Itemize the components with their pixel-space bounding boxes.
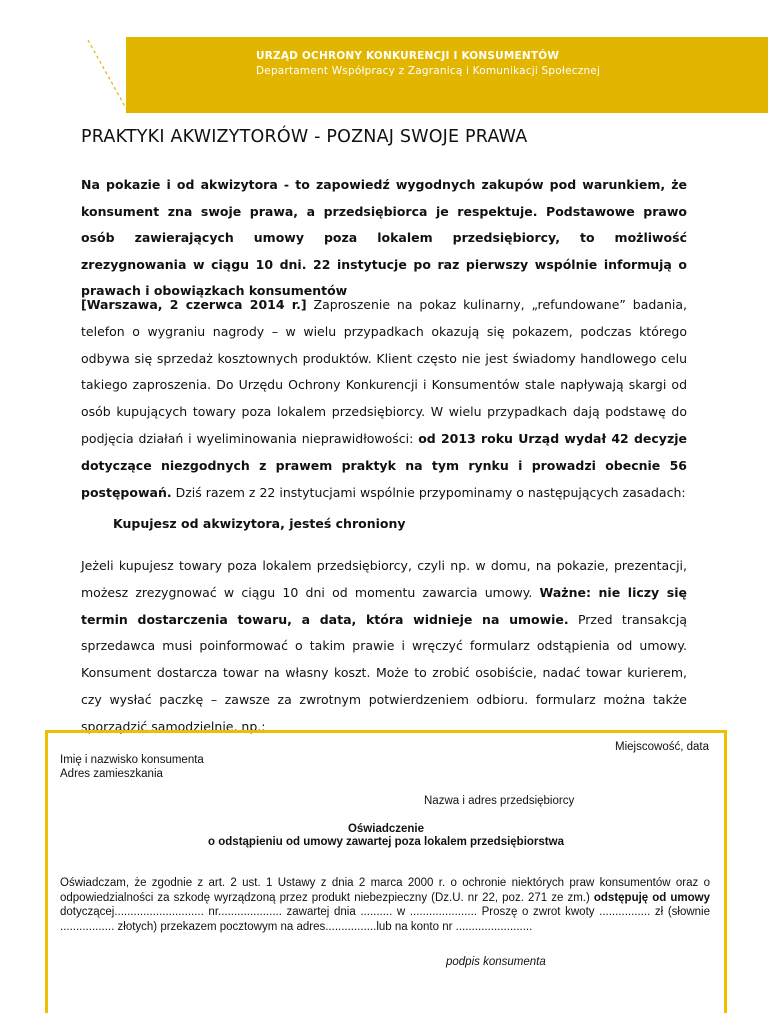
form-subtitle: o odstąpieniu od umowy zawartej poza lokalem przedsiębiorstwa — [208, 836, 564, 848]
page-title: PRAKTYKI AKWIZYTORÓW - POZNAJ SWOJE PRAWA — [81, 127, 528, 147]
lead-paragraph: Na pokazie i od akwizytora - to zapowiedź wygodnych zakupów pod warunkiem, że konsument zna swoje prawa, a przedsiębiorca je respektuje. Podstawowe prawo osób zawierających umowy poza lokalem przedsiębiorcy, to możliwość zrezygnowania w ciągu 10 dni. 22 instytucje po raz pierwszy wspólnie informują o prawach i obowiązkach konsumentów — [81, 177, 687, 298]
form-body-b: dotyczącej............................ nr.................... zawartej dnia .......... w ..................... Proszę o zwrot kwoty ................ zł (słownie ................. złotych) przekazem pocztowym na adres................lub na konto nr ........................ — [60, 906, 710, 933]
form-body — [60, 876, 710, 934]
header-dept: Departament Współpracy z Zagranicą i Komunikacji Społecznej — [256, 65, 601, 77]
decorative-dashed-line — [0, 0, 140, 120]
paragraph-2-text-a: Jeżeli kupujesz towary poza lokalem przedsiębiorcy, czyli np. w domu, na pokazie, prezentacji, możesz zrezygnować w ciągu 10 dni od momentu zawarcia umowy. — [81, 558, 687, 600]
dateline: [Warszawa, 2 czerwca 2014 r.] — [81, 297, 307, 312]
paragraph-1-text-b: Dziś razem z 22 instytucjami wspólnie przypominamy o następujących zasadach: — [171, 484, 686, 500]
form-business: Nazwa i adres przedsiębiorcy — [424, 795, 575, 807]
form-body-a: Oświadczam, że zgodnie z art. 2 ust. 1 Ustawy z dnia 2 marca 2000 r. o ochronie niektórych praw konsumentów oraz o odpowiedzialności za szkodę wyrządzoną przez produkt niebezpieczny (Dz.U. nr 22, poz. 271 ze zm.) — [60, 877, 710, 904]
form-consumer-name: Imię i nazwisko konsumenta — [60, 754, 204, 766]
header-org: URZĄD OCHRONY KONKURENCJI I KONSUMENTÓW — [256, 50, 560, 62]
form-place-date: Miejscowość, data — [615, 741, 709, 753]
header-text — [256, 49, 600, 79]
subheading: Kupujesz od akwizytora, jesteś chroniony — [113, 516, 406, 531]
paragraph-2-bold: Ważne: nie liczy się termin dostarczenia towaru, a data, która widnieje na umowie. — [81, 584, 687, 627]
paragraph-2 — [81, 553, 687, 741]
form-consumer-address: Adres zamieszkania — [60, 768, 163, 780]
form-signature: podpis konsumenta — [446, 956, 546, 968]
form-title: Oświadczenie — [347, 823, 425, 835]
form-body-bold: odstępuję od umowy — [593, 891, 710, 904]
withdrawal-form-box — [45, 730, 727, 1013]
paragraph-1 — [81, 292, 687, 506]
paragraph-2-text-b: Przed transakcją sprzedawca musi poinformować o takim prawie i wręczyć formularz odstąpienia od umowy. Konsument dostarcza towar na własny koszt. Może to zrobić osobiście, nadać towar kurierem, czy wysłać paczkę – zawsze za zwrotnym potwierdzeniem odbioru. formularz można także sporządzić samodzielnie, np.: — [81, 611, 687, 734]
paragraph-1-bold: od 2013 roku Urząd wydał 42 decyzje dotyczące niezgodnych z prawem praktyk na tym rynku i prowadzi obecnie 56 postępowań. — [81, 430, 687, 500]
paragraph-1-text-a: Zaproszenie na pokaz kulinarny, „refundowane” badania, telefon o wygraniu nagrody – w wielu przypadkach okazują się pokazem, podczas którego odbywa się sprzedaż kosztownych produktów. Klient często nie jest świadomy handlowego celu takiego zaproszenia. Do Urzędu Ochrony Konkurencji i Konsumentów stale napływają skargi od osób kupujących towary poza lokalem przedsiębiorcy. W wielu przypadkach dają podstawę do podjęcia działań i wyeliminowania nieprawidłowości: — [81, 297, 687, 446]
